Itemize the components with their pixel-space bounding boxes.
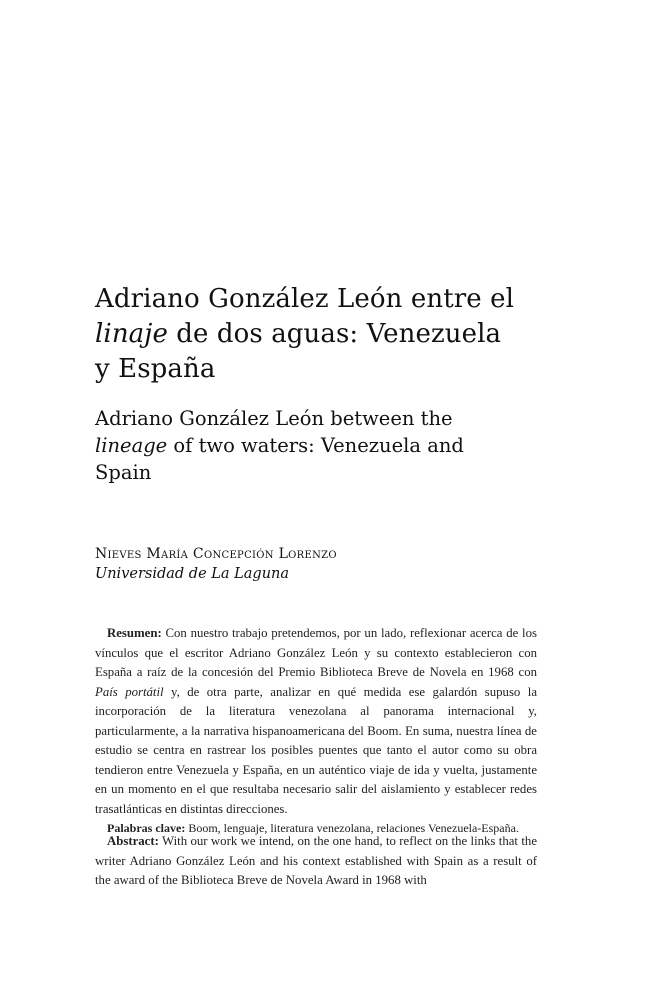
title-es-italic-word: linaje xyxy=(95,319,168,349)
title-es-line1: Adriano González León entre el xyxy=(95,284,515,314)
abstract-text: With our work we intend, on the one hand, to reflect on the links that the writer Adriano González León and his context established with Spain as a result of the award of the Biblioteca Breve de Novela Award in 1968 with xyxy=(95,834,537,887)
abstract-block xyxy=(95,832,537,891)
resumen-label: Resumen: xyxy=(107,626,162,640)
author-affiliation: Universidad de La Laguna xyxy=(95,566,290,582)
title-en-italic-word: lineage xyxy=(95,434,168,457)
abstract-paragraph xyxy=(95,832,537,891)
resumen-text-2: y, de otra parte, analizar en qué medida ese galardón supuso la incorporación de la literatura venezolana al panorama internacional y, particularmente, a la narrativa hispanoamericana del Boom. En suma, nuestra línea de estudio se centra en rastrear los posibles puentes que tanto el autor como su obra tendieron entre Venezuela y España, en un auténtico viaje de ida y vuelta, justamente en un momento en el que resultaba necesario salir del aislamiento y establecer redes trasatlánticas en distintas direcciones. xyxy=(95,684,537,816)
title-en-line1: Adriano González León between the xyxy=(95,407,453,430)
title-en-line2: of two waters: Venezuela and xyxy=(167,434,464,457)
abstract-label: Abstract: xyxy=(107,834,159,848)
keywords-label: Palabras clave: xyxy=(107,821,186,835)
resumen-block xyxy=(95,624,537,839)
article-title-spanish xyxy=(95,282,565,387)
resumen-text-1: Con nuestro trabajo pretendemos, por un lado, reflexionar acerca de los vínculos que el escritor Adriano González León y su contexto establecieron con España a raíz de la concesión del Premio Biblioteca Breve de Novela en 1968 con xyxy=(95,626,537,679)
keywords-text: Boom, lenguaje, literatura venezolana, relaciones Venezuela-España. xyxy=(185,821,519,835)
resumen-paragraph xyxy=(95,624,537,819)
title-es-line2: de dos aguas: Venezuela xyxy=(167,319,502,349)
resumen-book-title: País portátil xyxy=(95,684,164,699)
title-en-line3: Spain xyxy=(95,461,152,484)
article-title-english xyxy=(95,405,565,486)
author-name: Nieves María Concepción Lorenzo xyxy=(95,546,337,562)
title-es-line3: y España xyxy=(95,354,216,384)
